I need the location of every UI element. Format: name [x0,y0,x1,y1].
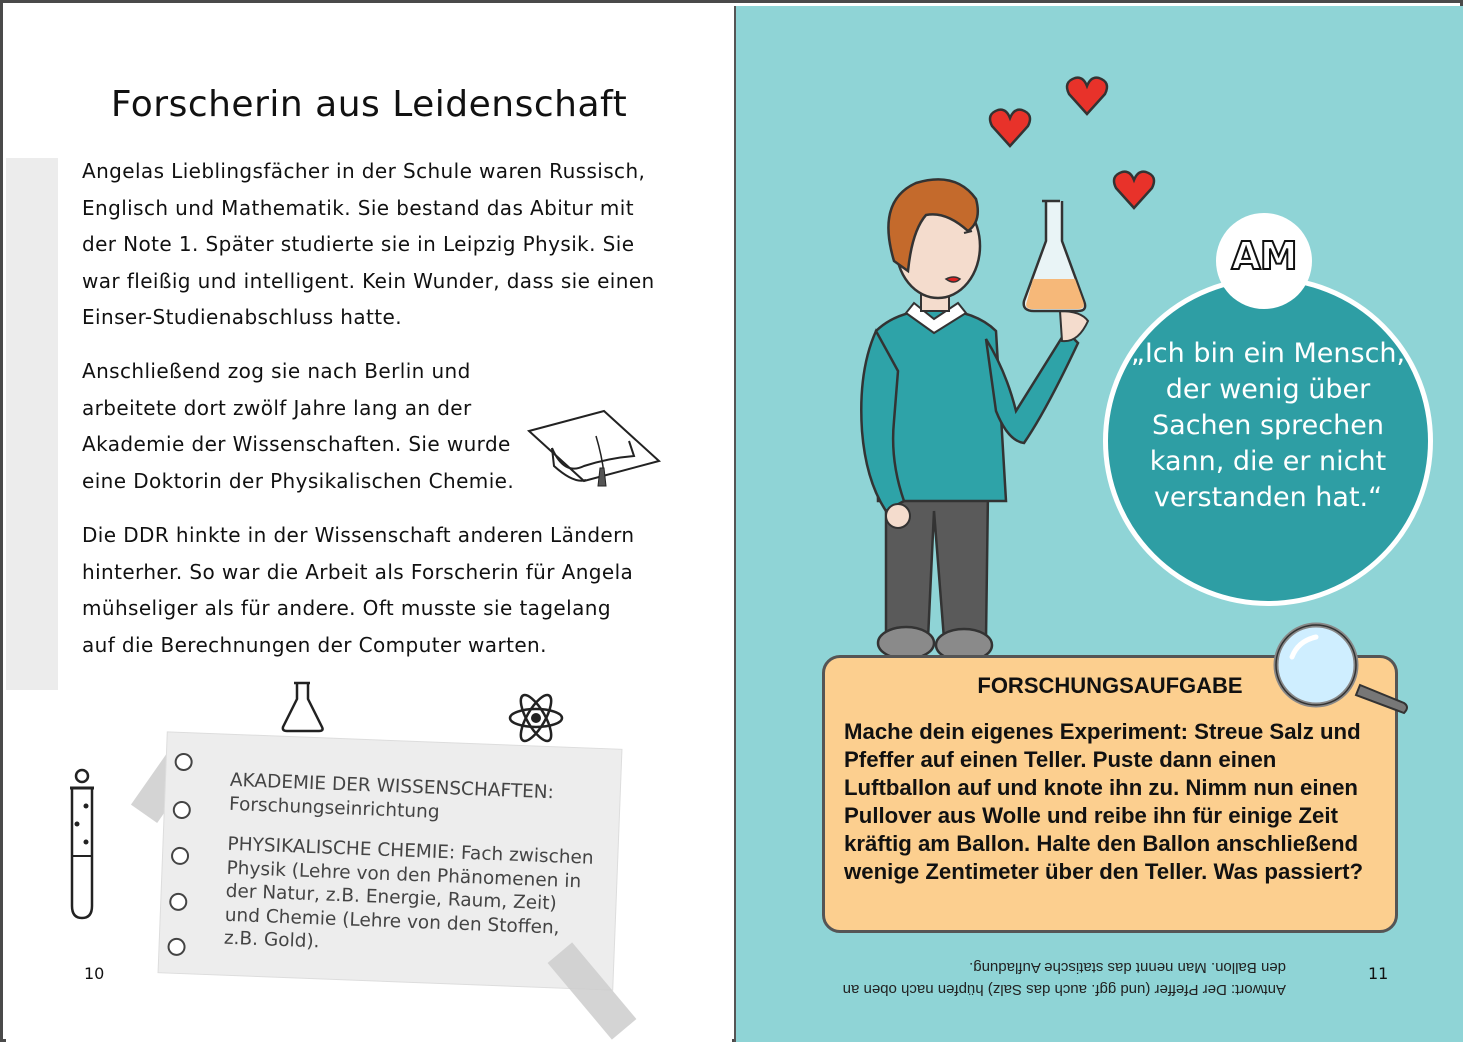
page-number-left: 10 [84,964,105,983]
heart-icon [1065,74,1109,116]
initials-text: AM [1231,234,1297,278]
atom-icon [506,690,566,746]
task-text: Mache dein eigenes Experiment: Streue Salz und Pfeffer auf einen Teller. Puste dann einen Luftballon auf und knote ihn zu. Nimm nun einen Pullover aus Wolle und reibe ihn für einige Zeit kräftig am Ballon. Halte den Ballon anschließend wenige Zentimeter über den Teller. Was passiert? [844,719,1364,884]
page-title: Forscherin aus Leidenschaft [110,84,628,125]
paragraph-3: Die DDR hinkte in der Wissenschaft anderen Ländern hinterher. So war die Arbeit als Forscherin für Angela mühseliger als für andere. Oft musste sie tagelang auf die Berechnungen der Computer warten. [82,523,635,657]
task-title: FORSCHUNGSAUFGABE [977,673,1243,698]
note-term-2: PHYSIKALISCHE CHEMIE: Fach zwischen Physik (Lehre von den Phänomenen in der Natur, z.B. Energie, Raum, Zeit) und Chemie (Lehre von den Stoffen, z.B. Gold). [223,833,595,953]
note-ring [169,893,188,912]
answer-upside-down: Antwort: Der Pfeffer (und ggf. auch das Salz) hüpfen nach oben an den Ballon. Man nennt das statische Aufladung. [842,959,1286,998]
page-number-right: 11 [1368,964,1389,983]
flask-icon [278,679,328,734]
paragraph-2: Anschließend zog sie nach Berlin und arbeitete dort zwölf Jahre lang an der Akademie der Wissenschaften. Sie wurde eine Doktorin der Physikalischen Chemie. [82,359,515,493]
heart-icon [988,106,1032,148]
note-ring [167,938,186,957]
graduation-cap-icon [524,406,664,496]
scientist-illustration [846,171,1126,671]
margin-strip [6,158,58,690]
right-page [734,6,1463,1042]
quote-text: „Ich bin ein Mensch, der wenig über Sachen sprechen kann, die er nicht verstanden hat.“ [1130,338,1406,513]
magnifying-glass-icon [1264,623,1414,713]
glossary-note [159,732,622,989]
note-ring [171,847,190,866]
left-page [6,6,732,1042]
paragraph-1: Angelas Lieblingsfächer in der Schule waren Russisch, Englisch und Mathematik. Sie bestand das Abitur mit der Note 1. Später studierte sie in Leipzig Physik. Sie war fleißig und intelligent. Kein Wunder, dass sie einen Einser-Studienabschluss hatte. [82,159,655,329]
note-term-1: AKADEMIE DER WISSENSCHAFTEN: Forschungseinrichtung [228,769,555,823]
note-ring [174,753,193,772]
note-ring [172,801,191,820]
test-tube-icon [62,766,102,926]
